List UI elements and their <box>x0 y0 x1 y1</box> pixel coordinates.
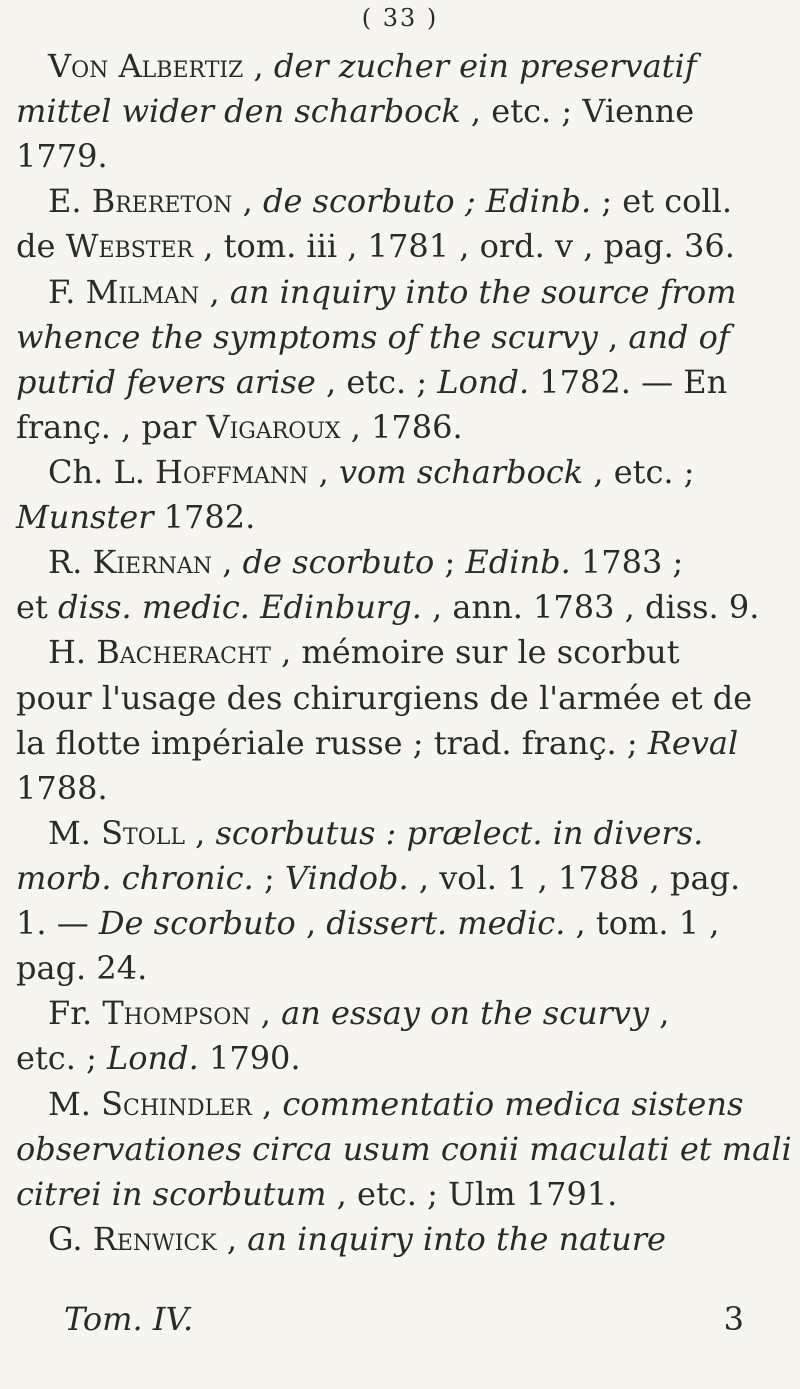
author-name: Brereton <box>91 182 233 221</box>
italic-text: putrid fevers arise <box>16 362 316 401</box>
italic-text: Edinb. <box>465 543 571 582</box>
text-segment: franç. , par <box>16 407 207 446</box>
italic-text: an inquiry into the nature <box>247 1219 666 1258</box>
author-name: Schindler <box>101 1084 252 1123</box>
text-line <box>16 179 800 224</box>
text-line <box>16 1172 800 1217</box>
text-line <box>16 721 800 766</box>
bibliography-entry <box>16 991 800 1081</box>
italic-text: mittel wider den scharbock <box>16 92 461 131</box>
author-name: Webster <box>65 227 194 266</box>
italic-text: de scorbuto ; Edinb. <box>262 182 592 221</box>
text-segment: ; <box>434 543 466 582</box>
bibliography-entry <box>16 270 800 450</box>
author-name: Bacheracht <box>96 633 271 672</box>
text-segment: Fr. <box>48 994 103 1033</box>
author-name: Milman <box>85 272 200 311</box>
text-line <box>16 224 800 269</box>
italic-text: an inquiry into the source from <box>229 272 737 311</box>
bibliography-entry <box>16 44 800 179</box>
italic-text: morb. chronic. <box>16 858 254 897</box>
volume-mark: Tom. IV. <box>64 1300 194 1338</box>
text-segment: 1790. <box>198 1039 301 1078</box>
text-segment: ; <box>253 858 285 897</box>
italic-text: De scorbuto <box>98 904 296 943</box>
text-line <box>16 360 800 405</box>
text-segment: , <box>243 47 274 85</box>
text-line <box>16 1217 800 1262</box>
bibliography-entry <box>16 450 800 540</box>
italic-text: an essay on the scurvy <box>281 994 650 1033</box>
text-segment: , <box>308 452 339 491</box>
text-segment: etc. ; <box>16 1039 108 1078</box>
italic-text: Munster <box>16 498 154 537</box>
text-line <box>16 901 800 946</box>
italic-text: whence the symptoms of the scurvy <box>16 317 598 356</box>
italic-text: observationes circa usum conii maculati et mali <box>16 1129 792 1168</box>
bibliography-entry <box>16 1082 800 1217</box>
italic-text: vom scharbock <box>338 452 584 491</box>
text-line <box>16 1036 800 1081</box>
text-line <box>16 630 800 675</box>
author-name: Stoll <box>101 813 185 852</box>
text-segment: 1783 ; <box>570 543 684 582</box>
text-line <box>16 946 800 991</box>
page-footer <box>64 1300 744 1338</box>
italic-text: dissert. medic. <box>326 904 566 943</box>
author-name: Hoffmann <box>155 452 309 491</box>
text-segment: 1779. <box>16 137 108 176</box>
text-segment: , <box>295 904 327 943</box>
text-segment: , <box>251 1084 283 1123</box>
text-segment: et <box>16 588 58 627</box>
text-segment: , <box>199 272 230 311</box>
italic-text: Reval <box>647 723 739 762</box>
text-line <box>16 540 800 585</box>
author-name: Von Albertiz <box>48 47 244 85</box>
text-segment: Ch. L. <box>48 452 156 491</box>
text-line <box>16 991 800 1036</box>
text-segment: la flotte impériale russe ; trad. franç. ; <box>16 723 648 762</box>
text-segment: , mémoire sur le scorbut <box>270 633 680 672</box>
text-line <box>16 270 800 315</box>
text-segment: , <box>649 994 670 1033</box>
text-segment: , <box>597 317 629 356</box>
text-line <box>16 89 800 134</box>
text-segment: , <box>216 1219 248 1258</box>
italic-text: Vindob. <box>284 858 409 897</box>
text-line <box>16 1127 800 1172</box>
author-name: Thompson <box>102 994 251 1033</box>
text-segment: G. <box>48 1219 93 1258</box>
text-segment: M. <box>48 813 102 852</box>
text-segment: , tom. iii , 1781 , ord. v , pag. 36. <box>193 227 735 266</box>
text-segment: , <box>250 994 282 1033</box>
text-segment: ; et coll. <box>591 182 733 221</box>
text-segment: H. <box>48 633 97 672</box>
text-segment: pour l'usage des chirurgiens de l'armée et de <box>16 678 753 717</box>
text-segment: , ann. 1783 , diss. 9. <box>421 588 760 627</box>
text-segment: 1. — <box>16 904 99 943</box>
text-line <box>16 495 800 540</box>
text-segment: de <box>16 227 66 266</box>
text-segment: F. <box>48 272 86 311</box>
text-line <box>16 315 800 360</box>
italic-text: citrei in scorbutum <box>16 1174 327 1213</box>
text-segment: , etc. ; Ulm 1791. <box>326 1174 618 1213</box>
text-line <box>16 766 800 811</box>
italic-text: Lond. <box>107 1039 199 1078</box>
text-segment: E. <box>48 182 92 221</box>
italic-text: commentatio medica sistens <box>282 1084 744 1123</box>
text-segment: , tom. 1 , <box>565 904 720 943</box>
text-line <box>16 585 800 630</box>
text-segment: M. <box>48 1084 102 1123</box>
text-line <box>16 134 800 179</box>
text-segment: pag. 24. <box>16 949 148 988</box>
text-segment: , etc. ; <box>315 362 438 401</box>
bibliography-entry <box>16 179 800 269</box>
italic-text: scorbutus : prælect. in divers. <box>215 813 704 852</box>
text-segment: 1782. <box>153 498 256 537</box>
text-segment: , etc. ; Vienne <box>460 92 695 131</box>
page-number: ( 33 ) <box>361 4 439 32</box>
italic-text: Lond. <box>437 362 530 401</box>
author-name: Vigaroux <box>206 407 341 446</box>
text-segment: 1788. <box>16 768 108 807</box>
author-name: Kiernan <box>92 543 213 582</box>
bibliography-entry <box>16 811 800 991</box>
bibliography-text <box>16 44 800 1262</box>
text-segment: , <box>232 182 263 221</box>
text-segment: , <box>184 813 216 852</box>
bibliography-entry <box>16 1217 800 1262</box>
text-line <box>16 1082 800 1127</box>
bibliography-entry <box>16 540 800 630</box>
text-segment: , <box>212 543 243 582</box>
text-segment: , 1786. <box>340 407 463 446</box>
text-segment: 1782. — En <box>529 362 728 401</box>
italic-text: and of <box>628 317 730 356</box>
text-line <box>16 44 800 89</box>
italic-text: der zucher ein preservatif <box>273 47 697 85</box>
author-name: Renwick <box>92 1219 217 1258</box>
text-segment: , vol. 1 , 1788 , pag. <box>408 858 741 897</box>
text-segment: R. <box>48 543 93 582</box>
text-line <box>16 856 800 901</box>
signature-mark: 3 <box>723 1300 744 1338</box>
text-line <box>16 811 800 856</box>
text-segment: , etc. ; <box>583 452 695 491</box>
text-line <box>16 676 800 721</box>
text-line <box>16 405 800 450</box>
italic-text: de scorbuto <box>242 543 435 582</box>
bibliography-entry <box>16 630 800 810</box>
italic-text: diss. medic. Edinburg. <box>57 588 422 627</box>
text-line <box>16 450 800 495</box>
